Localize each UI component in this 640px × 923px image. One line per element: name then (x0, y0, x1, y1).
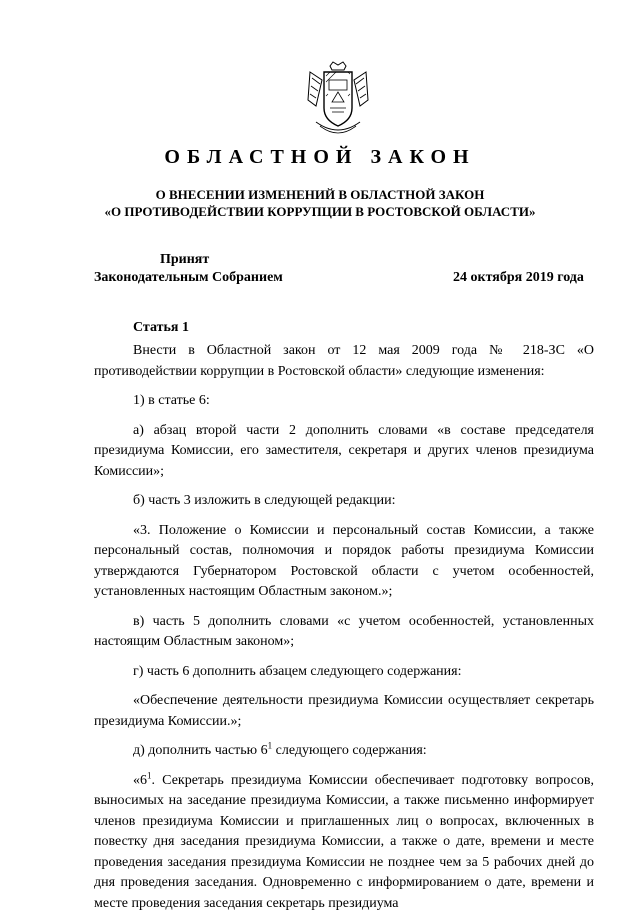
adoption-date: 24 октября 2019 года (453, 270, 584, 285)
subtitle-line-2: «О ПРОТИВОДЕЙСТВИИ КОРРУПЦИИ В РОСТОВСКОЙ ОБЛАСТИ» (104, 204, 536, 219)
paragraph: Внести в Областной закон от 12 мая 2009 года № 218-ЗС «О противодействии коррупции в Ростовской области» следующие изменения: (94, 343, 594, 379)
article-heading: Статья 1 (133, 320, 189, 335)
paragraph-text: следующего содержания: (272, 743, 427, 758)
paragraph: б) часть 3 изложить в следующей редакции: (133, 493, 396, 508)
paragraph: а) абзац второй части 2 дополнить словами «в составе председателя президиума Комиссии, его заместителя, секретаря и других членов президиума Комиссии»; (94, 422, 594, 479)
paragraph: 1) в статье 6: (133, 393, 210, 408)
paragraph (94, 771, 594, 915)
paragraph: в) часть 5 дополнить словами «с учетом особенностей, установленных настоящим Областным законом»; (94, 613, 594, 649)
superscript: 1 (267, 740, 273, 751)
paragraph-text: д) дополнить частью 6 (133, 743, 268, 758)
paragraph-text: «6 (133, 772, 147, 788)
paragraph: г) часть 6 дополнить абзацем следующего содержания: (133, 663, 462, 679)
document-title: ОБЛАСТНОЙ ЗАКОН (164, 146, 476, 168)
paragraph: «Обеспечение деятельности президиума Комиссии осуществляет секретарь президиума Комиссии.»; (94, 693, 594, 729)
article-body (94, 341, 594, 923)
paragraph (94, 741, 594, 762)
law-subtitle (0, 186, 640, 220)
paragraph: «3. Положение о Комиссии и персональный состав Комиссии, а также персональный состав, полномочия и порядок работы президиума Комиссии утверждаются Губернатором Ростовской области с учетом особенностей, установленных настоящим Областным законом.»; (94, 522, 594, 599)
adopting-body: Законодательным Собранием (94, 270, 283, 285)
adopted-label: Принят (160, 252, 210, 267)
superscript: 1 (147, 769, 152, 780)
coat-of-arms-icon (302, 60, 374, 140)
paragraph-text: . Секретарь президиума Комиссии обеспечивает подготовку вопросов, выносимых на заседание президиума Комиссии, а также письменно информирует членов президиума Комиссии и приглашенных лиц о вопросах, включенных в повестку дня заседания президиума Комиссии, а также о дате, времени и месте проведения заседания президиума Комиссии не позднее чем за 5 рабочих дней до дня проведения заседания. Одновременно с информированием о дате, времени и месте проведения заседания секретарь президиума (94, 772, 594, 911)
subtitle-line-1: О ВНЕСЕНИИ ИЗМЕНЕНИЙ В ОБЛАСТНОЙ ЗАКОН (155, 187, 485, 202)
